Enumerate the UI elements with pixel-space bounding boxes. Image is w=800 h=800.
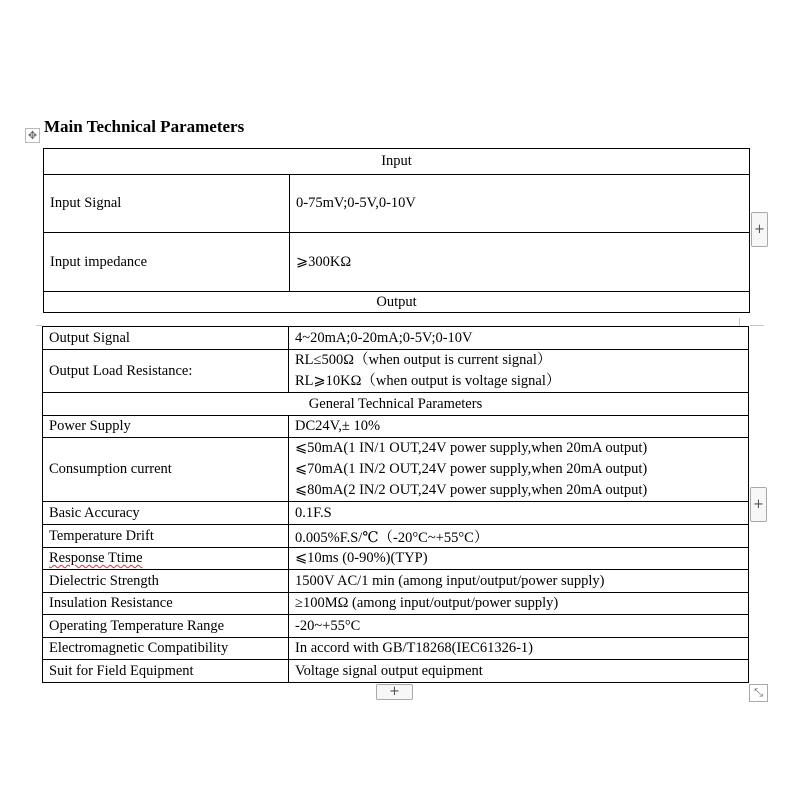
- page-break-marker: [750, 325, 764, 326]
- value-line: RL⩾10KΩ（when output is voltage signal）: [295, 373, 561, 389]
- input-section-header: Input: [44, 149, 750, 175]
- param-value: [289, 438, 749, 502]
- param-value: Voltage signal output equipment: [289, 660, 749, 683]
- table-row: [43, 570, 749, 593]
- table-row: [43, 615, 749, 638]
- param-label: Insulation Resistance: [43, 593, 289, 615]
- param-label: Suit for Field Equipment: [43, 660, 289, 683]
- move-icon[interactable]: ✥: [25, 128, 40, 143]
- param-label: Output Signal: [43, 327, 289, 350]
- value-line: RL≤500Ω（when output is current signal）: [295, 352, 552, 368]
- section-heading: Main Technical Parameters: [44, 117, 245, 136]
- param-value: ≥100MΩ (among input/output/power supply): [289, 593, 749, 615]
- resize-icon[interactable]: ⤡: [749, 684, 768, 702]
- value-line: ⩽50mA(1 IN/1 OUT,24V power supply,when 20mA output): [295, 440, 648, 456]
- param-value: -20~+55°C: [289, 615, 749, 638]
- add-row-button[interactable]: +: [376, 684, 413, 700]
- table-row: [43, 327, 749, 350]
- param-label: Electromagnetic Compatibility: [43, 638, 289, 660]
- table-row: [43, 525, 749, 548]
- output-parameters-table: [42, 326, 749, 683]
- param-value: 4~20mA;0-20mA;0-5V;0-10V: [289, 327, 749, 350]
- table-row: [43, 548, 749, 570]
- param-value: 0.1F.S: [289, 502, 749, 525]
- general-section-header: General Technical Parameters: [43, 393, 749, 416]
- table-row: [43, 660, 749, 683]
- param-label: Dielectric Strength: [43, 570, 289, 593]
- param-label: Operating Temperature Range: [43, 615, 289, 638]
- param-value: 0.005%F.S/℃（-20°C~+55°C）: [289, 525, 749, 548]
- table-row: [43, 502, 749, 525]
- spellcheck-flagged-text: Response Ttime: [49, 550, 143, 566]
- page-break-marker: [739, 318, 740, 326]
- table-row: [44, 292, 750, 313]
- param-value: In accord with GB/T18268(IEC61326-1): [289, 638, 749, 660]
- param-value: ⩾300KΩ: [290, 233, 750, 292]
- param-value: DC24V,± 10%: [289, 416, 749, 438]
- table-row: [43, 350, 749, 393]
- table-row: [43, 638, 749, 660]
- param-label: Power Supply: [43, 416, 289, 438]
- param-label: Temperature Drift: [43, 525, 289, 548]
- output-section-header: Output: [44, 292, 750, 313]
- param-label: [43, 548, 289, 570]
- param-label: Input impedance: [44, 233, 290, 292]
- value-line: ⩽70mA(1 IN/2 OUT,24V power supply,when 20mA output): [295, 461, 648, 477]
- param-value: ⩽10ms (0-90%)(TYP): [289, 548, 749, 570]
- table-row: [43, 393, 749, 416]
- table-row: [44, 175, 750, 233]
- input-parameters-table: [43, 148, 750, 313]
- param-label: Output Load Resistance:: [43, 350, 289, 393]
- param-label: Consumption current: [43, 438, 289, 502]
- param-value: [289, 350, 749, 393]
- param-label: Basic Accuracy: [43, 502, 289, 525]
- table-row: [43, 593, 749, 615]
- add-column-button[interactable]: +: [750, 487, 767, 522]
- param-value: 0-75mV;0-5V,0-10V: [290, 175, 750, 233]
- param-label: Input Signal: [44, 175, 290, 233]
- table-row: [43, 416, 749, 438]
- table-row: [44, 149, 750, 175]
- table-row: [43, 438, 749, 502]
- value-line: ⩽80mA(2 IN/2 OUT,24V power supply,when 20mA output): [295, 482, 648, 498]
- param-value: 1500V AC/1 min (among input/output/power supply): [289, 570, 749, 593]
- add-column-button[interactable]: +: [751, 212, 768, 247]
- table-row: [44, 233, 750, 292]
